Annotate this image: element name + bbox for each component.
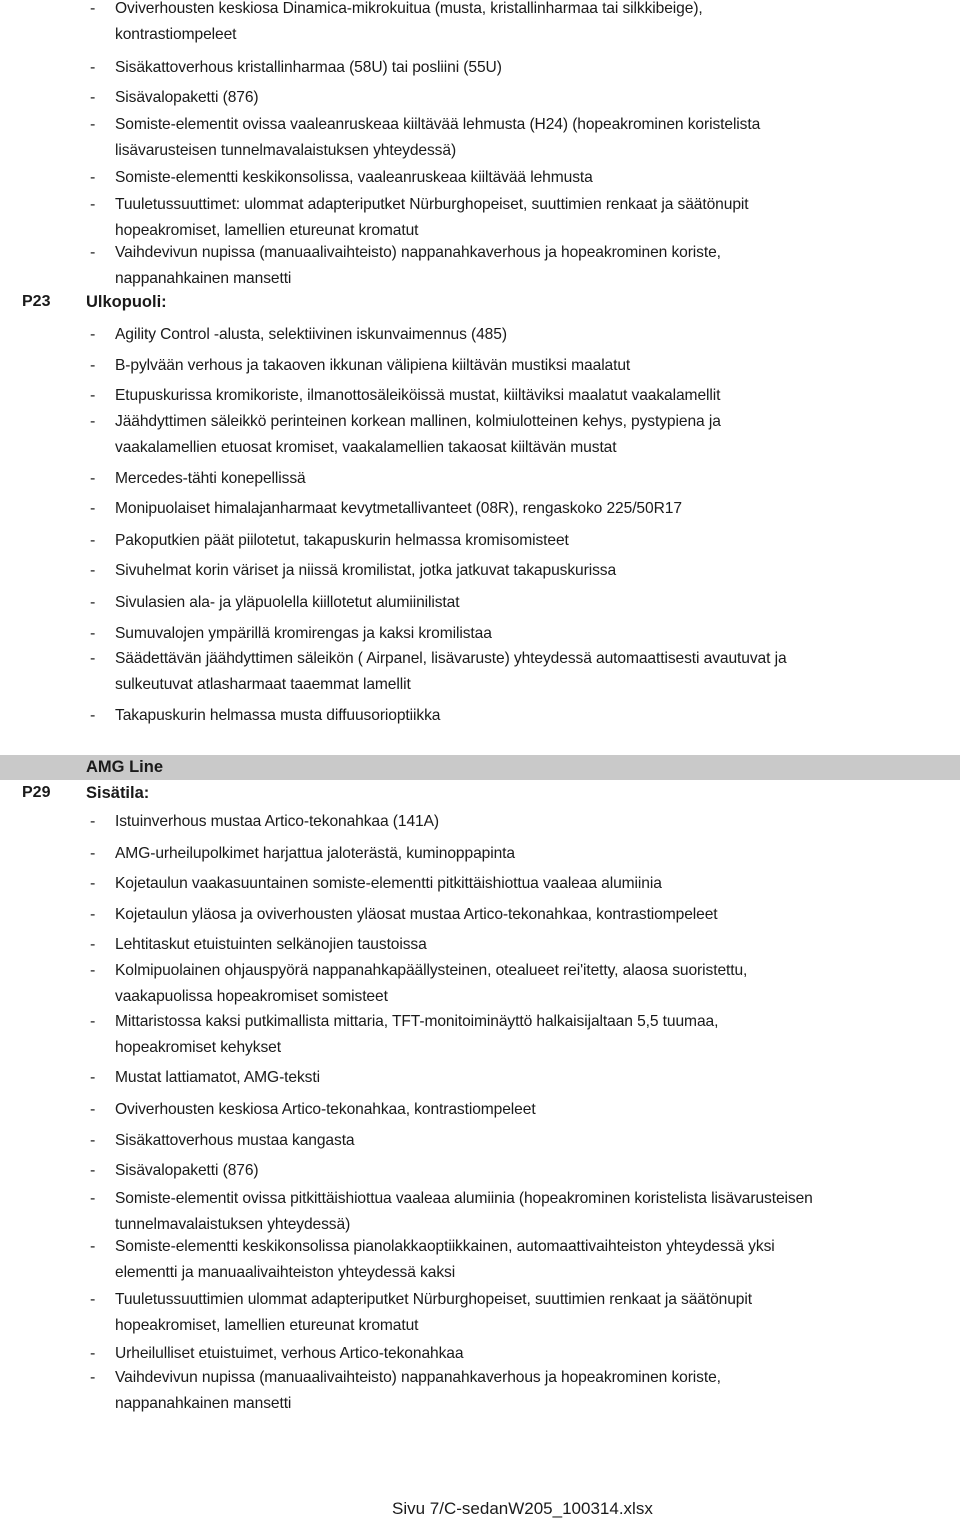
list-dash: - [90,962,96,979]
list-item-text: Jäähdyttimen säleikkö perinteinen korkean mallinen, kolmiulotteinen kehys, pystypiena ja vaakalamellien etuosat kromiset, vaakalamellien takaosat kiiltävän mustat [115,413,721,456]
list-item-text: Takapuskurin helmassa musta diffuusorioptiikka [115,707,441,724]
list-item-text: Somiste-elementit ovissa pitkittäishiottua vaaleaa alumiinia (hopeakrominen koristelista lisävarusteisen tunnelmavalaistuksen yhteydessä) [115,1190,813,1233]
list-item-text: Istuinverhous mustaa Artico-tekonahkaa (141A) [115,813,440,830]
list-item-text: Mittaristossa kaksi putkimallista mittaria, TFT-monitoiminäyttö halkaisijaltaan 5,5 tuumaa, hopeakromiset kehykset [115,1013,719,1056]
list-item-text: Sisäkattoverhous kristallinharmaa (58U) tai posliini (55U) [115,59,502,76]
list-item-text: Sisävalopaketti (876) [115,89,259,106]
list-dash: - [90,562,96,579]
list-dash: - [90,1101,96,1118]
list-item-text: Sisävalopaketti (876) [115,1162,259,1179]
list-item-text: Urheilulliset etuistuimet, verhous Artico-tekonahkaa [115,1345,464,1362]
exterior-heading: Ulkopuoli: [86,293,167,311]
list-dash: - [90,413,96,430]
list-dash: - [90,169,96,186]
list-item-text: Tuuletussuuttimien ulommat adapteriputket Nürburghopeiset, suuttimien renkaat ja säätönupit hopeakromiset, lamellien etureunat kromatut [115,1291,752,1334]
package-title: AMG Line [86,758,163,776]
list-item-text: Oviverhousten keskiosa Dinamica-mikrokuitua (musta, kristallinharmaa tai silkkibeige), kontrastiompeleet [115,0,703,43]
list-item-text: Pakoputkien päät piilotetut, takapuskurin helmassa kromisomisteet [115,532,569,549]
list-dash: - [90,625,96,642]
list-dash: - [90,1369,96,1386]
list-dash: - [90,936,96,953]
list-item-text: AMG-urheilupolkimet harjattua jaloterästä, kuminoppapinta [115,845,515,862]
list-item-text: Sivulasien ala- ja yläpuolella kiillotetut alumiinilistat [115,594,460,611]
list-dash: - [90,244,96,261]
option-code-p29: P29 [22,784,51,801]
list-item-text: B-pylvään verhous ja takaoven ikkunan välipiena kiiltävän mustiksi maalatut [115,357,631,374]
list-dash: - [90,470,96,487]
list-item-text: Somiste-elementti keskikonsolissa pianolakkaoptiikkainen, automaattivaihteiston yhteydessä yksi elementti ja manuaalivaihteiston yhteydessä kaksi [115,1238,775,1281]
list-item-text: Somiste-elementit ovissa vaaleanruskeaa kiiltävää lehmusta (H24) (hopeakrominen koristelista lisävarusteisen tunnelmavalaistuksen yhteydessä) [115,116,761,159]
page-footer: Sivu 7/C-sedanW205_100314.xlsx [392,1499,653,1518]
list-dash: - [90,650,96,667]
list-item-text: Sisäkattoverhous mustaa kangasta [115,1132,355,1149]
list-dash: - [90,326,96,343]
list-dash: - [90,1069,96,1086]
list-item-text: Lehtitaskut etuistuinten selkänojien taustoissa [115,936,427,953]
list-item-text: Sumuvalojen ympärillä kromirengas ja kaksi kromilistaa [115,625,492,642]
list-item-text: Kojetaulun yläosa ja oviverhousten yläosat mustaa Artico-tekonahkaa, kontrastiompeleet [115,906,718,923]
interior-heading: Sisätila: [86,784,150,802]
list-dash: - [90,1238,96,1255]
list-dash: - [90,116,96,133]
list-dash: - [90,906,96,923]
list-item-text: Mercedes-tähti konepellissä [115,470,306,487]
list-dash: - [90,1291,96,1308]
list-dash: - [90,196,96,213]
list-item-text: Somiste-elementti keskikonsolissa, vaaleanruskeaa kiiltävää lehmusta [115,169,593,186]
list-item-text: Säädettävän jäähdyttimen säleikön ( Airpanel, lisävaruste) yhteydessä automaattisesti avautuvat ja sulkeutuvat atlasharmaat taaemmat lamellit [115,650,787,693]
list-dash: - [90,500,96,517]
option-code-p23: P23 [22,293,51,310]
list-item-text: Vaihdevivun nupissa (manuaalivaihteisto) nappanahkaverhous ja hopeakrominen koriste, nappanahkainen mansetti [115,244,721,287]
list-dash: - [90,387,96,404]
list-dash: - [90,0,96,17]
list-item-text: Kojetaulun vaakasuuntainen somiste-elementti pitkittäishiottua vaaleaa alumiinia [115,875,662,892]
list-dash: - [90,89,96,106]
list-item-text: Oviverhousten keskiosa Artico-tekonahkaa, kontrastiompeleet [115,1101,536,1118]
list-dash: - [90,532,96,549]
list-dash: - [90,845,96,862]
list-dash: - [90,1013,96,1030]
list-dash: - [90,875,96,892]
list-dash: - [90,707,96,724]
list-item-text: Mustat lattiamatot, AMG-teksti [115,1069,320,1086]
list-dash: - [90,1190,96,1207]
list-item-text: Agility Control -alusta, selektiivinen iskunvaimennus (485) [115,326,507,343]
list-item-text: Kolmipuolainen ohjauspyörä nappanahkapäällysteinen, otealueet rei'itetty, alaosa suoristettu, vaakapuolissa hopeakromiset somisteet [115,962,748,1005]
list-dash: - [90,594,96,611]
list-item-text: Tuuletussuuttimet: ulommat adapteriputket Nürburghopeiset, suuttimien renkaat ja säätönupit hopeakromiset, lamellien etureunat kromatut [115,196,749,239]
list-dash: - [90,357,96,374]
list-item-text: Vaihdevivun nupissa (manuaalivaihteisto) nappanahkaverhous ja hopeakrominen koriste, nappanahkainen mansetti [115,1369,721,1412]
list-item-text: Etupuskurissa kromikoriste, ilmanottosäleiköissä mustat, kiiltäviksi maalatut vaakalamellit [115,387,721,404]
list-dash: - [90,1162,96,1179]
list-dash: - [90,59,96,76]
list-dash: - [90,1345,96,1362]
list-item-text: Monipuolaiset himalajanharmaat kevytmetallivanteet (08R), rengaskoko 225/50R17 [115,500,682,517]
list-dash: - [90,1132,96,1149]
list-item-text: Sivuhelmat korin väriset ja niissä kromilistat, jotka jatkuvat takapuskurissa [115,562,617,579]
list-dash: - [90,813,96,830]
